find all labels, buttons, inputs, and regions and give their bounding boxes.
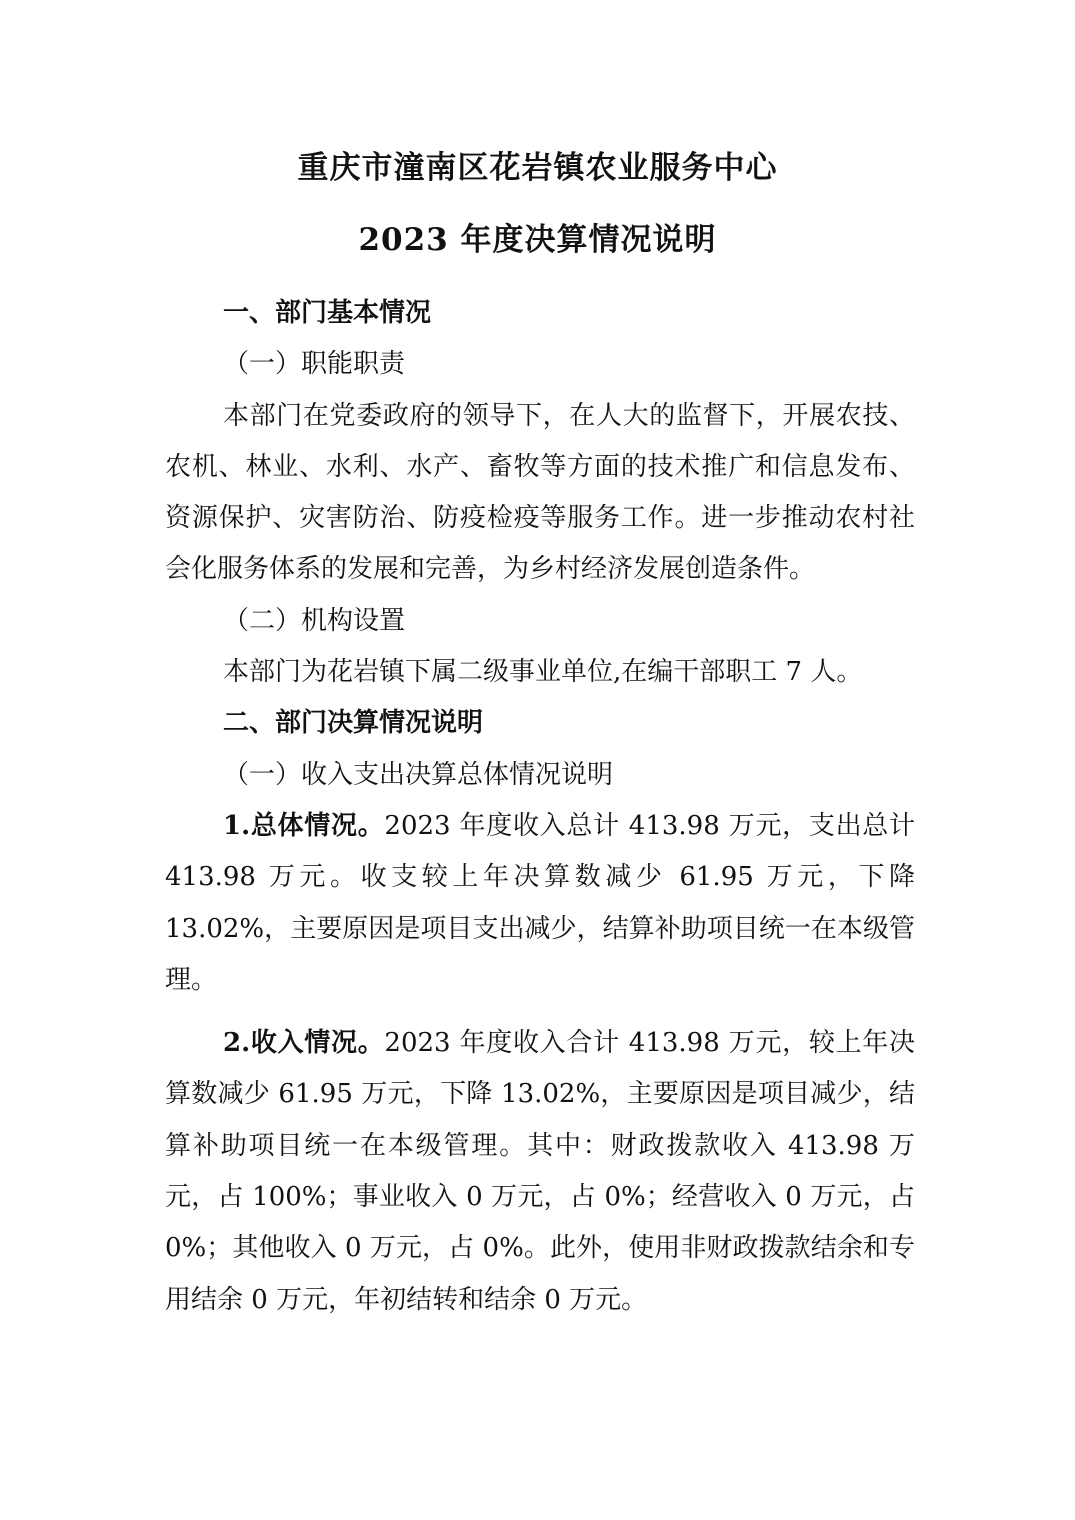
paragraph-functions: 本部门在党委政府的领导下，在人大的监督下，开展农技、农机、林业、水利、水产、畜牧等方面的技术推广和信息发布、资源保护、灾害防治、防疫检疫等服务工作。进一步推动农村社会化服务体系的发展和完善，为乡村经济发展创造条件。 xyxy=(165,400,915,585)
item-text: 2023 年度收入合计 413.98 万元，较上年决算数减少 61.95 万元，下降 13.02%，主要原因是项目减少，结算补助项目统一在本级管理。其中：财政拨款收入 413.98 万元，占 100%；事业收入 0 万元，占 0%；经营收入 0 万元，占 0%；其他收入 0 万元，占 0%。此外，使用非财政拨款结余和专用结余 0 万元，年初结转和结余 0 万元。 xyxy=(165,1028,915,1315)
document-subtitle: 2023 年度决算情况说明 xyxy=(358,222,717,258)
subsection-heading: （二）机构设置 xyxy=(223,605,406,636)
item-label: 1.总体情况。 xyxy=(223,810,385,841)
section-heading: 一、部门基本情况 xyxy=(223,298,432,328)
section-heading: 二、部门决算情况说明 xyxy=(223,708,484,739)
item-text: 2023 年度收入总计 413.98 万元，支出总计 413.98 万元。收支较上年决算数减少 61.95 万元，下降 13.02%，主要原因是项目支出减少，结算补助项目统一在本级管理。 xyxy=(165,810,915,995)
paragraph-organization: 本部门为花岩镇下属二级事业单位,在编干部职工 7 人。 xyxy=(223,657,863,688)
paragraph-income xyxy=(165,1018,915,1326)
subsection-heading: （一）职能职责 xyxy=(223,349,406,380)
paragraph-overall xyxy=(165,801,915,1006)
document-title: 重庆市潼南区花岩镇农业服务中心 xyxy=(297,150,778,186)
item-label: 2.收入情况。 xyxy=(223,1028,385,1059)
document-body xyxy=(165,288,915,1326)
subsection-heading: （一）收入支出决算总体情况说明 xyxy=(223,759,614,790)
